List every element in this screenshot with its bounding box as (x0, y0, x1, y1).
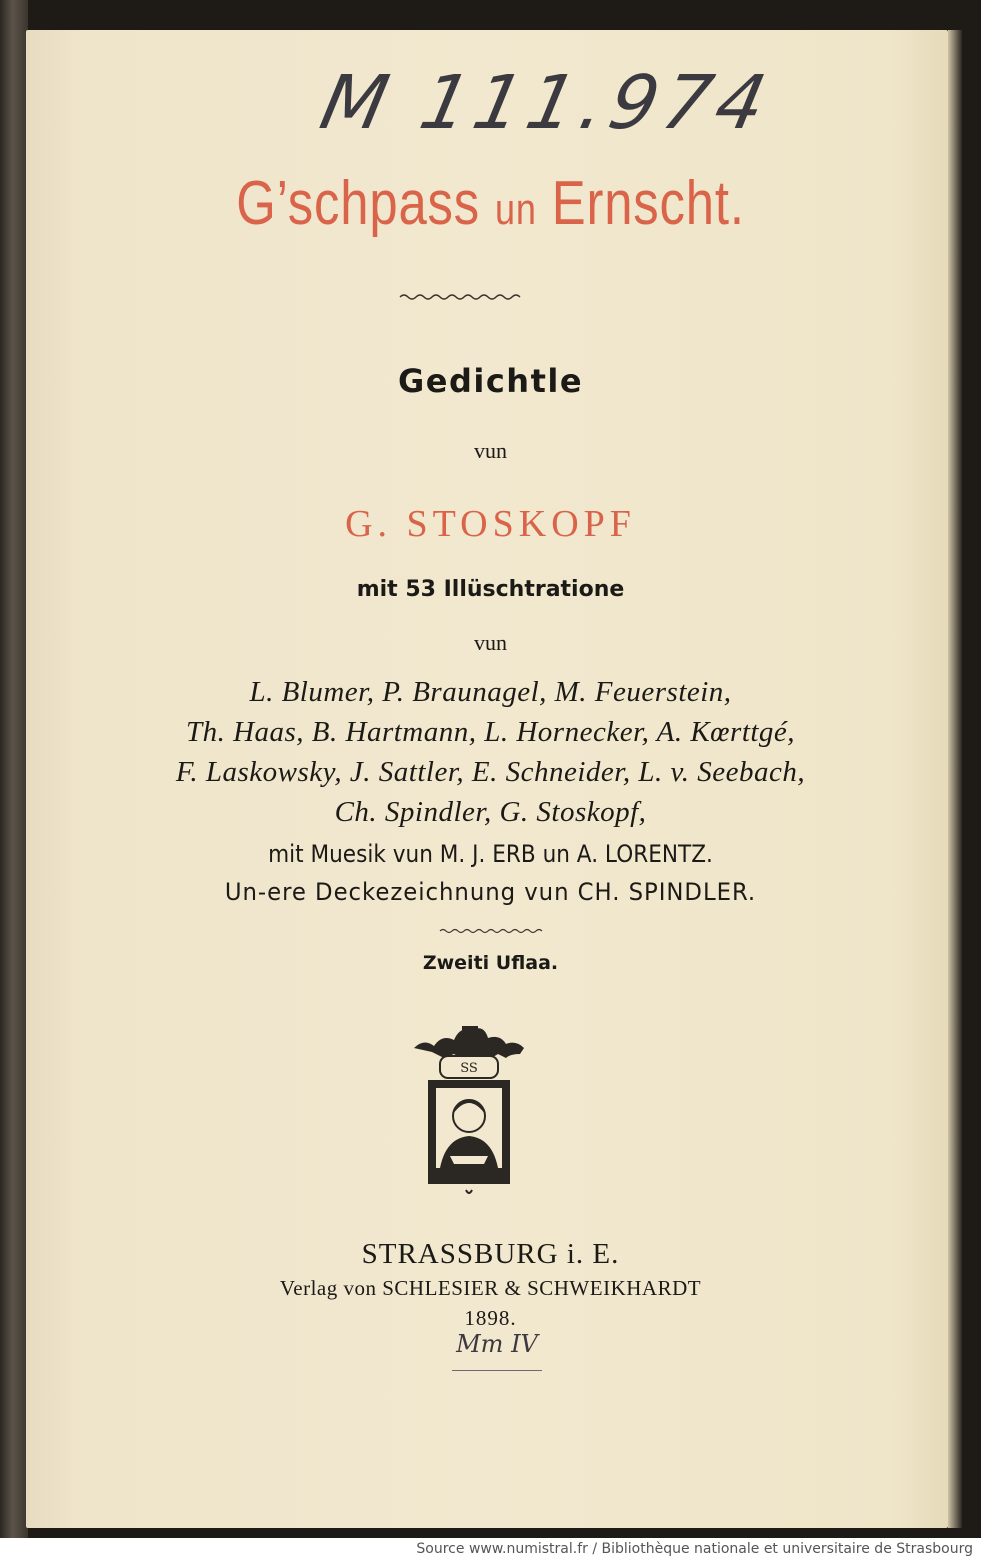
handwritten-note: Mm IV (452, 1330, 542, 1371)
music-credit: mit Muesik vun M. J. ERB un A. LORENTZ. (268, 840, 713, 868)
publisher-line: Verlag von SCHLESIER & SCHWEIKHARDT (279, 1276, 702, 1300)
illustrations-line: mit 53 Illüschtratione (356, 577, 625, 602)
illustrators-line: L. Blumer, P. Braunagel, M. Feuerstein, (249, 676, 732, 708)
subtitle: Gedichtle (397, 362, 584, 400)
author-name: G. STOSKOPF (345, 503, 636, 545)
cover-credit: Un-ere Deckezeichnung vun CH. SPINDLER. (224, 878, 757, 906)
publication-city: STRASSBURG i. E. (361, 1238, 620, 1270)
by-line-2: vun (474, 630, 507, 655)
title-ornament (0, 292, 981, 302)
publisher-emblem (410, 1024, 528, 1200)
handwritten-shelfmark: M 111.974 (313, 60, 780, 146)
emblem-monogram: SS (460, 1061, 478, 1076)
book-title (88, 168, 892, 239)
illustrators-line: Th. Haas, B. Hartmann, L. Hornecker, A. Kœrttgé, (185, 716, 796, 748)
by-line-1: vun (474, 438, 507, 463)
illustrators-line: F. Laskowsky, J. Sattler, E. Schneider, L. v. Seebach, (175, 756, 806, 788)
edition-line: Zweiti Uflaa. (422, 952, 559, 974)
title-word-1: G’schpass (236, 169, 481, 238)
title-word-3: Ernscht. (551, 169, 745, 238)
source-credit: Source www.numistral.fr / Bibliothèque nationale et universitaire de Strasbourg (416, 1541, 973, 1557)
illustrators-line: Ch. Spindler, G. Stoskopf, (334, 796, 647, 828)
title-word-2: un (494, 185, 537, 234)
edition-ornament (0, 926, 981, 936)
publication-year: 1898. (464, 1306, 517, 1330)
